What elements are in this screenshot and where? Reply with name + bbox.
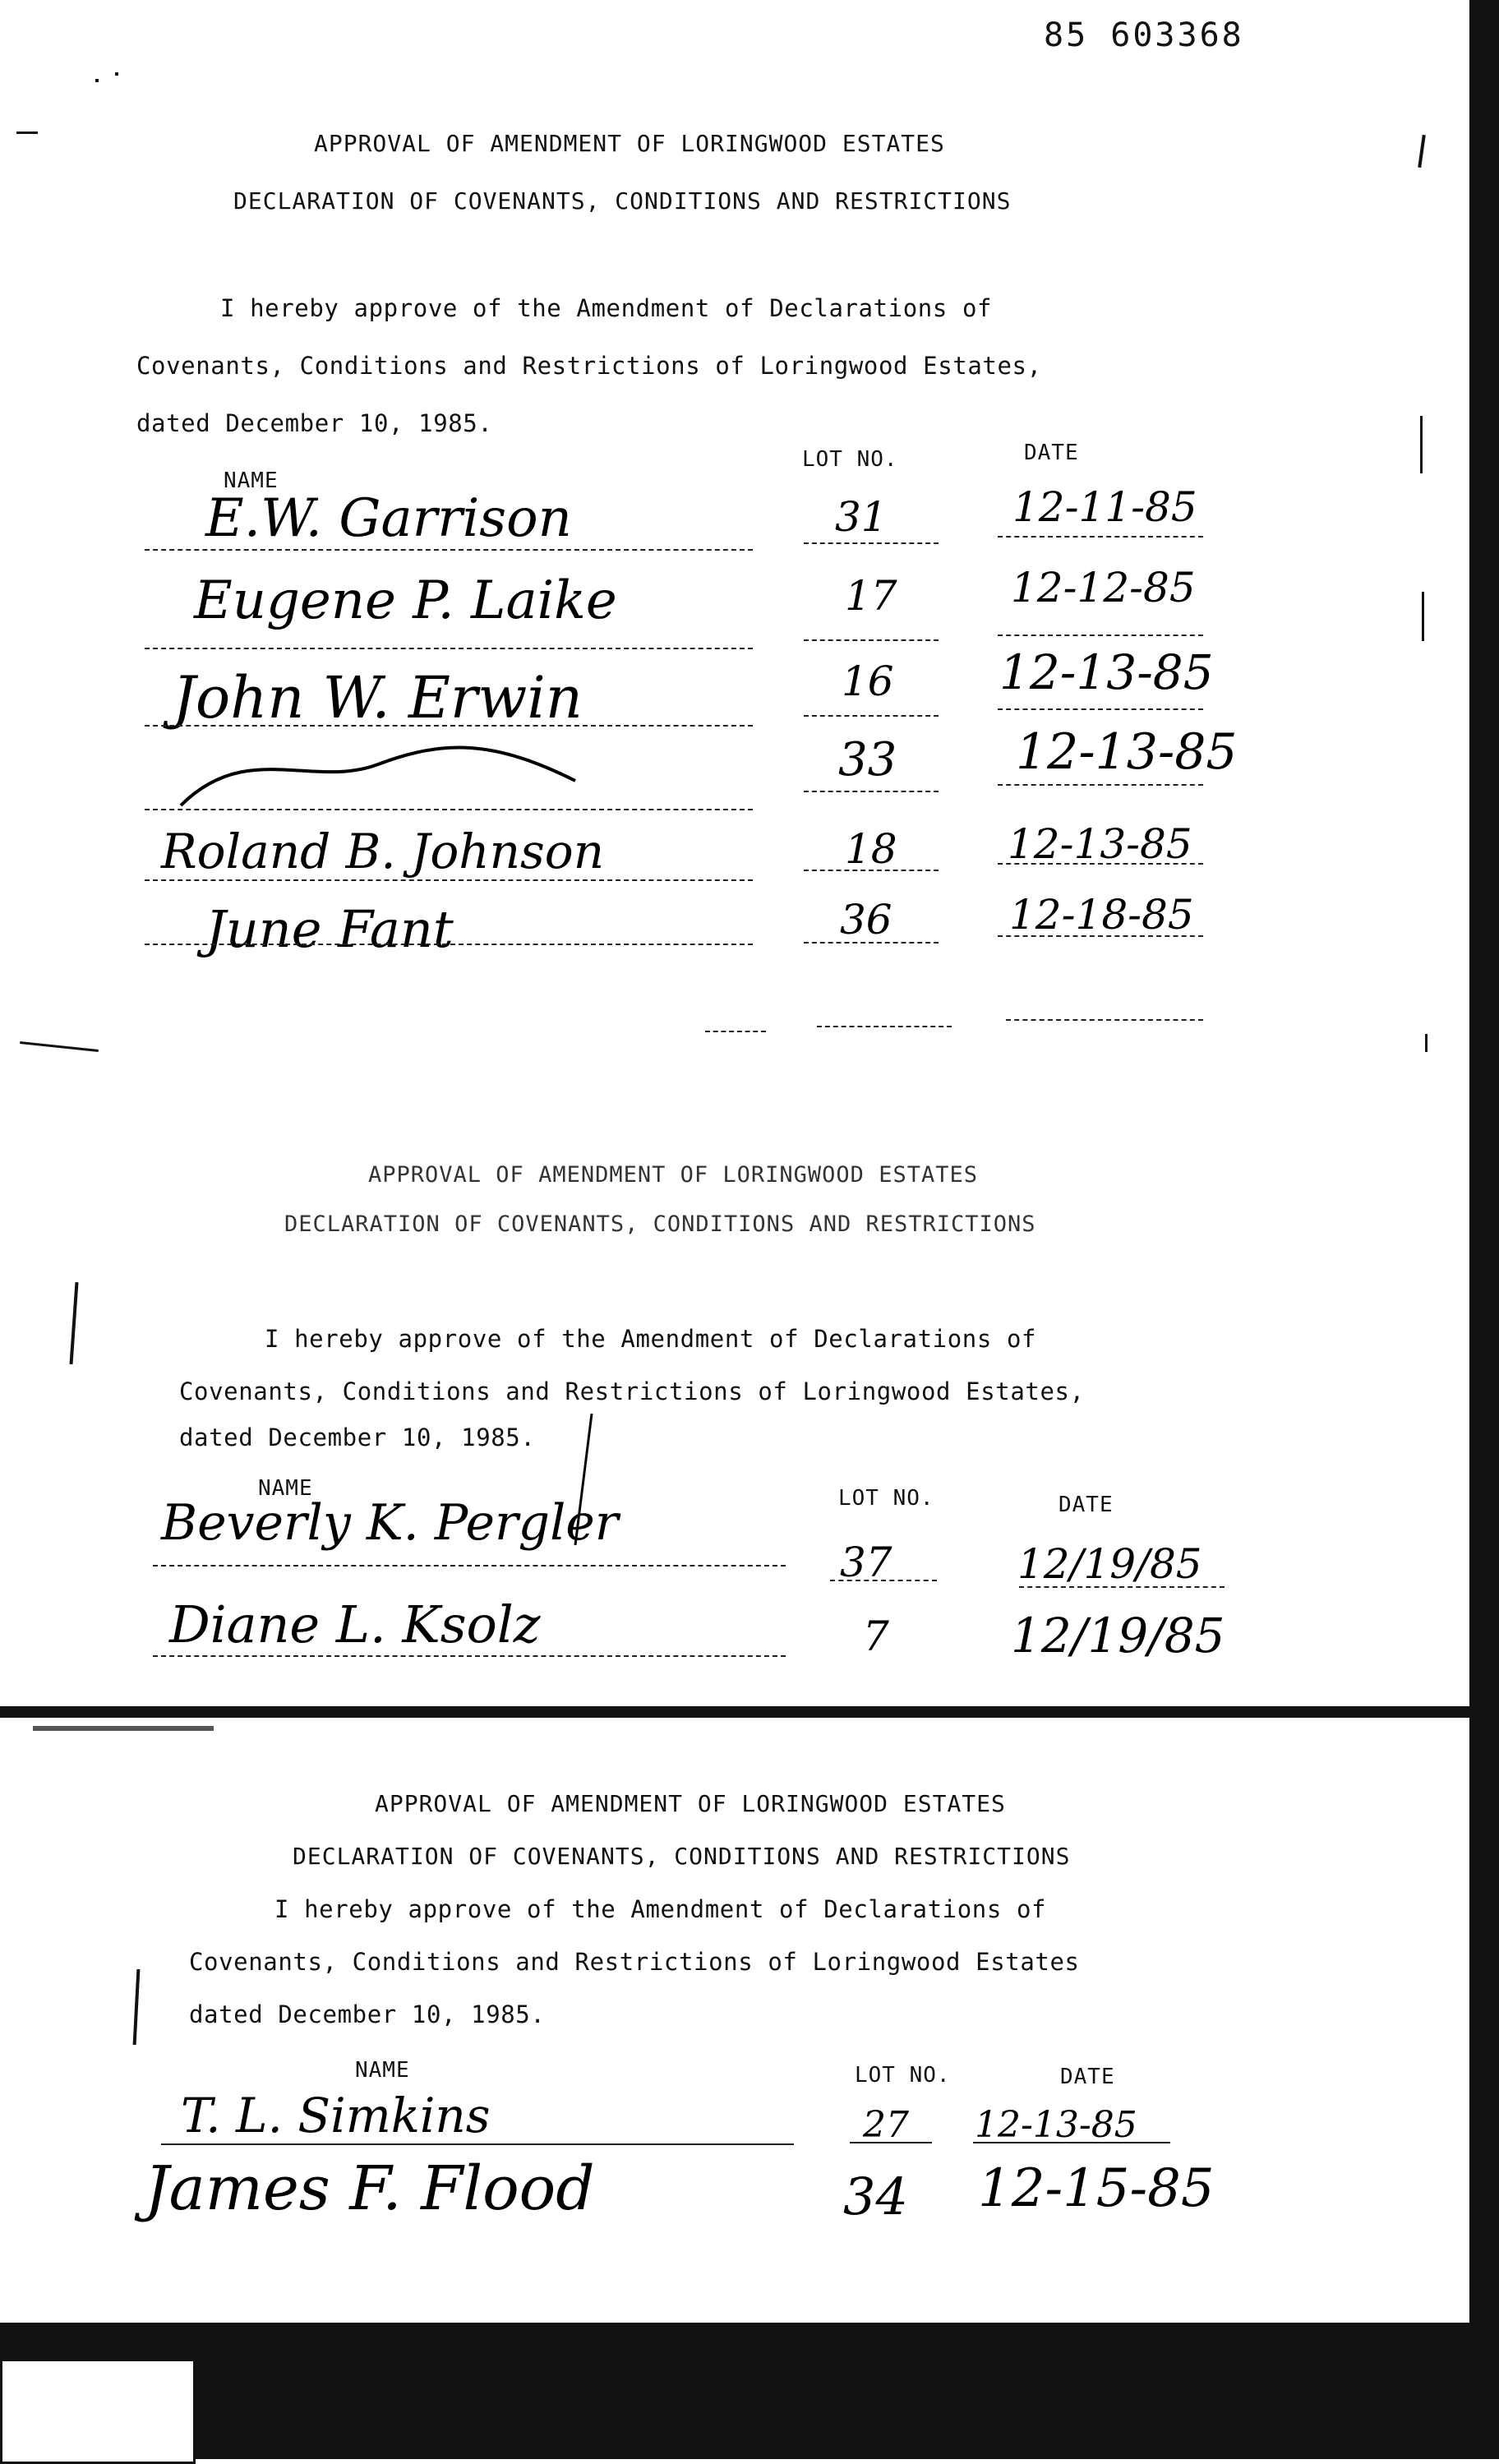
lot-number: 37 <box>840 1539 892 1586</box>
section-1-body-line-1: I hereby approve of the Amendment of Declarations of <box>220 294 993 322</box>
section-1-body-line-3: dated December 10, 1985. <box>136 409 493 437</box>
handwritten-signature: E.W. Garrison <box>205 488 572 549</box>
section-1-heading-2: DECLARATION OF COVENANTS, CONDITIONS AND RESTRICTIONS <box>233 187 1012 215</box>
section-3-body-line-1: I hereby approve of the Amendment of Declarations of <box>274 1895 1047 1923</box>
document-number: 85 603368 <box>1044 16 1244 54</box>
lot-number: 17 <box>845 572 897 620</box>
section-3-heading-2: DECLARATION OF COVENANTS, CONDITIONS AND RESTRICTIONS <box>293 1843 1071 1870</box>
handwritten-signature: Beverly K. Pergler <box>161 1494 619 1552</box>
section-2-body-line-2: Covenants, Conditions and Restrictions of Loringwood Estates, <box>179 1377 1085 1405</box>
section-3-date-header: DATE <box>1060 2065 1115 2089</box>
lot-number: 18 <box>845 825 897 873</box>
lot-number: 36 <box>840 896 892 944</box>
lot-number: 31 <box>835 493 888 541</box>
signing-date: 12-13-85 <box>999 644 1214 700</box>
section-3-body-line-3: dated December 10, 1985. <box>189 2000 546 2028</box>
section-1-name-header: NAME <box>224 468 279 493</box>
signing-date: 12-12-85 <box>1011 564 1196 611</box>
signing-date: 12-13-85 <box>975 2104 1137 2146</box>
signature-scribble <box>181 748 575 805</box>
signing-date: 12/19/85 <box>1017 1540 1202 1588</box>
handwritten-signature: Diane L. Ksolz <box>169 1594 541 1654</box>
signature-flourish <box>575 1414 592 1545</box>
handwritten-signature: John W. Erwin <box>173 664 583 731</box>
lot-number: 27 <box>863 2104 909 2146</box>
handwritten-signature: Eugene P. Laike <box>194 570 617 631</box>
signing-date: 12-18-85 <box>1009 891 1194 939</box>
section-1-date-header: DATE <box>1024 441 1079 465</box>
section-1-lot-header: LOT NO. <box>802 447 898 472</box>
section-1-body-line-2: Covenants, Conditions and Restrictions of Loringwood Estates, <box>136 352 1042 380</box>
section-1-heading-1: APPROVAL OF AMENDMENT OF LORINGWOOD ESTATES <box>314 130 945 157</box>
lot-number: 34 <box>843 2166 908 2226</box>
signing-date: 12/19/85 <box>1011 1608 1225 1663</box>
section-2-body-line-3: dated December 10, 1985. <box>179 1423 536 1451</box>
section-3-name-header: NAME <box>355 2058 410 2083</box>
section-2-lot-header: LOT NO. <box>838 1486 934 1511</box>
signing-date: 12-15-85 <box>978 2158 1215 2219</box>
lot-number: 16 <box>842 658 894 705</box>
signing-date: 12-11-85 <box>1012 483 1197 531</box>
section-2-heading-1: APPROVAL OF AMENDMENT OF LORINGWOOD ESTATES <box>368 1162 978 1188</box>
signing-date: 12-13-85 <box>1008 820 1192 868</box>
section-2-name-header: NAME <box>258 1476 313 1501</box>
section-3-body-line-2: Covenants, Conditions and Restrictions of Loringwood Estates <box>189 1948 1080 1976</box>
handwritten-signature: T. L. Simkins <box>181 2088 491 2143</box>
section-2-date-header: DATE <box>1059 1493 1114 1517</box>
handwritten-signature: James F. Flood <box>145 2153 595 2224</box>
handwritten-signature: Roland B. Johnson <box>161 824 605 879</box>
section-2-heading-2: DECLARATION OF COVENANTS, CONDITIONS AND RESTRICTIONS <box>284 1211 1036 1237</box>
lot-number: 7 <box>863 1613 889 1660</box>
lot-number: 33 <box>838 733 897 787</box>
section-3-heading-1: APPROVAL OF AMENDMENT OF LORINGWOOD ESTATES <box>375 1790 1006 1817</box>
handwritten-signature: June Fant <box>205 899 454 959</box>
section-2-body-line-1: I hereby approve of the Amendment of Declarations of <box>265 1325 1037 1353</box>
signing-date: 12-13-85 <box>1016 723 1238 781</box>
section-3-lot-header: LOT NO. <box>855 2063 951 2088</box>
